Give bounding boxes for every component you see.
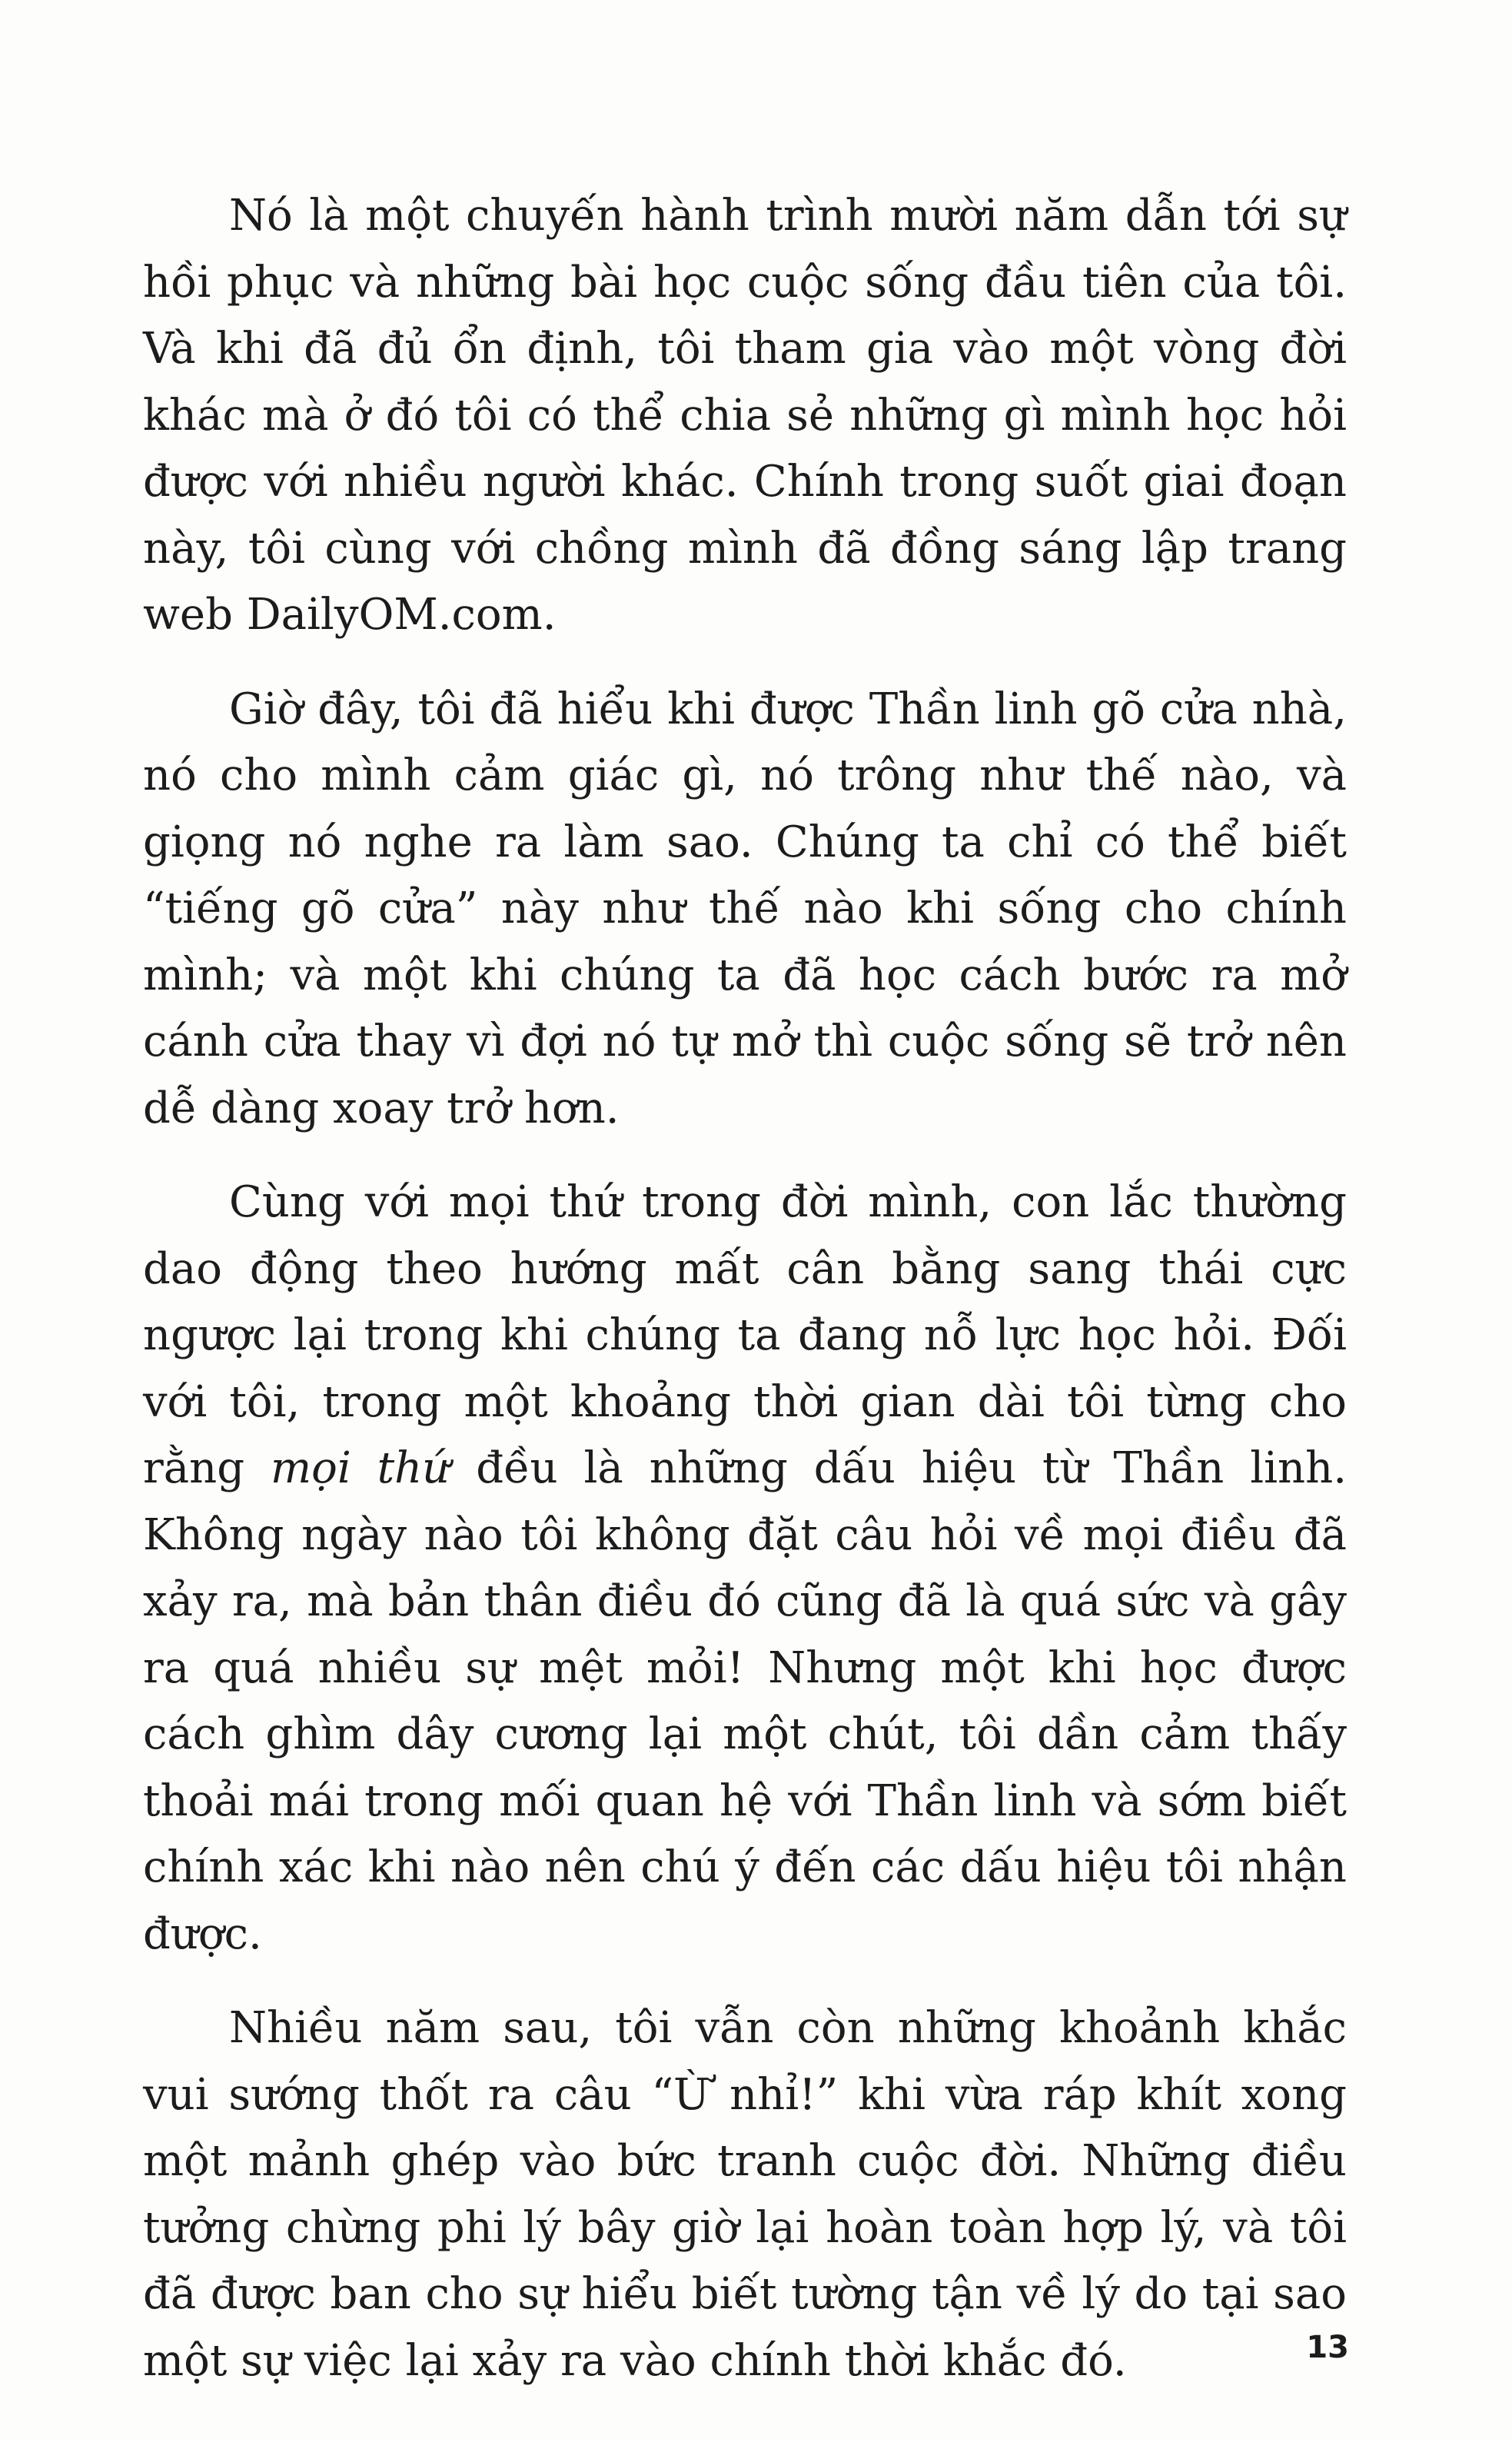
- paragraph-2: Giờ đây, tôi đã hiểu khi được Thần linh gõ cửa nhà, nó cho mình cảm giác gì, nó trông như thế nào, và giọng nó nghe ra làm sao. Chúng ta chỉ có thể biết “tiếng gõ cửa” này như thế nào khi sống cho chính mình; và một khi chúng ta đã học cách bước ra mở cánh cửa thay vì đợi nó tự mở thì cuộc sống sẽ trở nên dễ dàng xoay trở hơn.: [143, 684, 1347, 1133]
- paragraph-3-part-2: đều là những dấu hiệu từ Thần linh. Không ngày nào tôi không đặt câu hỏi về mọi điều đã xảy ra, mà bản thân điều đó cũng đã là quá sức và gây ra quá nhiều sự mệt mỏi! Nhưng một khi học được cách ghìm dây cương lại một chút, tôi dần cảm thấy thoải mái trong mối quan hệ với Thần linh và sớm biết chính xác khi nào nên chú ý đến các dấu hiệu tôi nhận được.: [143, 1443, 1347, 1959]
- paragraph-1: Nó là một chuyến hành trình mười năm dẫn tới sự hồi phục và những bài học cuộc sống đầu tiên của tôi. Và khi đã đủ ổn định, tôi tham gia vào một vòng đời khác mà ở đó tôi có thể chia sẻ những gì mình học hỏi được với nhiều người khác. Chính trong suốt giai đoạn này, tôi cùng với chồng mình đã đồng sáng lập trang web DailyOM.com.: [143, 191, 1347, 640]
- paragraph-3: [143, 1170, 1347, 1968]
- paragraph-4: Nhiều năm sau, tôi vẫn còn những khoảnh khắc vui sướng thốt ra câu “Ừ nhỉ!” khi vừa ráp khít xong một mảnh ghép vào bức tranh cuộc đời. Những điều tưởng chừng phi lý bây giờ lại hoàn toàn hợp lý, và tôi đã được ban cho sự hiểu biết tường tận về lý do tại sao một sự việc lại xảy ra vào chính thời khắc đó.: [143, 2003, 1347, 2386]
- page-number: 13: [1306, 2330, 1349, 2365]
- body-text: [143, 183, 1347, 2422]
- italic-emphasis: mọi thứ: [271, 1443, 450, 1493]
- paragraph-3-part-1: Cùng với mọi thứ trong đời mình, con lắc thường dao động theo hướng mất cân bằng sang thái cực ngược lại trong khi chúng ta đang nỗ lực học hỏi. Đối với tôi, trong một khoảng thời gian dài tôi từng cho rằng: [143, 1177, 1347, 1493]
